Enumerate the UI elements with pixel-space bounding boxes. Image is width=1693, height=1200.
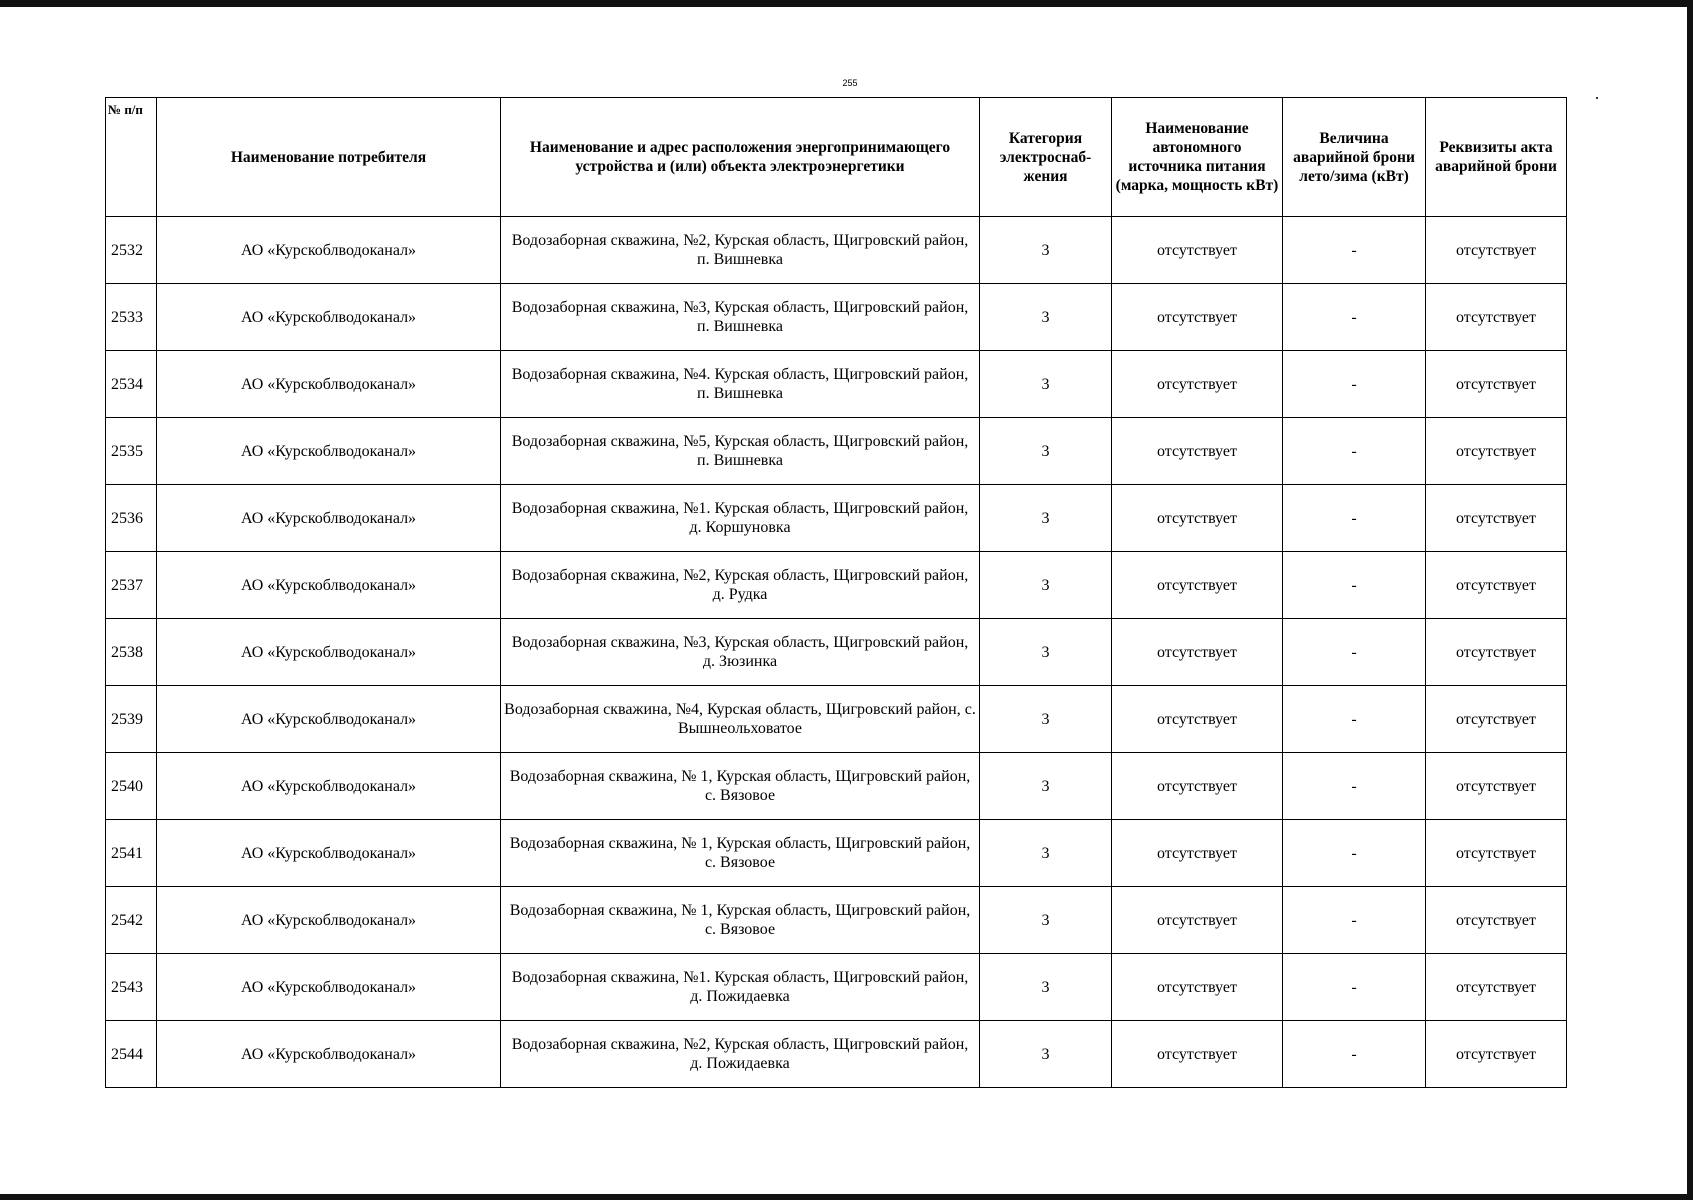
cell-consumer: АО «Курскоблводоканал» — [157, 820, 501, 887]
cell-number: 2534 — [106, 351, 157, 418]
cell-number: 2535 — [106, 418, 157, 485]
table-row — [106, 1021, 1567, 1088]
table-row — [106, 954, 1567, 1021]
cell-supply-category: 3 — [980, 753, 1112, 820]
cell-object-address: Водозаборная скважина, №1. Курская область, Щигровский район, д. Пожидаевка — [501, 954, 980, 1021]
cell-supply-category: 3 — [980, 284, 1112, 351]
cell-emergency-reserve: - — [1283, 552, 1426, 619]
cell-supply-category: 3 — [980, 954, 1112, 1021]
cell-supply-category: 3 — [980, 1021, 1112, 1088]
cell-consumer: АО «Курскоблводоканал» — [157, 217, 501, 284]
table-row — [106, 351, 1567, 418]
cell-act-details: отсутствует — [1426, 1021, 1567, 1088]
cell-object-address: Водозаборная скважина, №2, Курская область, Щигровский район, д. Рудка — [501, 552, 980, 619]
table-row — [106, 887, 1567, 954]
cell-number: 2540 — [106, 753, 157, 820]
cell-act-details: отсутствует — [1426, 686, 1567, 753]
cell-number: 2532 — [106, 217, 157, 284]
cell-object-address: Водозаборная скважина, №5, Курская область, Щигровский район, п. Вишневка — [501, 418, 980, 485]
header-emergency-reserve: Величина аварийной брони лето/зима (кВт) — [1283, 98, 1426, 217]
scan-speck — [1596, 97, 1598, 99]
cell-consumer: АО «Курскоблводоканал» — [157, 418, 501, 485]
cell-number: 2536 — [106, 485, 157, 552]
cell-object-address: Водозаборная скважина, №3, Курская область, Щигровский район, д. Зюзинка — [501, 619, 980, 686]
table-row — [106, 418, 1567, 485]
cell-consumer: АО «Курскоблводоканал» — [157, 485, 501, 552]
cell-consumer: АО «Курскоблводоканал» — [157, 284, 501, 351]
table-row — [106, 284, 1567, 351]
cell-object-address: Водозаборная скважина, №2, Курская область, Щигровский район, п. Вишневка — [501, 217, 980, 284]
header-number: № п/п — [106, 98, 157, 217]
cell-supply-category: 3 — [980, 619, 1112, 686]
cell-emergency-reserve: - — [1283, 686, 1426, 753]
cell-supply-category: 3 — [980, 485, 1112, 552]
cell-autonomous-source: отсутствует — [1112, 418, 1283, 485]
scan-border-right — [1687, 0, 1693, 1200]
cell-object-address: Водозаборная скважина, №4. Курская область, Щигровский район, п. Вишневка — [501, 351, 980, 418]
cell-act-details: отсутствует — [1426, 552, 1567, 619]
cell-object-address: Водозаборная скважина, № 1, Курская область, Щигровский район, с. Вязовое — [501, 753, 980, 820]
cell-number: 2542 — [106, 887, 157, 954]
cell-act-details: отсутствует — [1426, 485, 1567, 552]
cell-act-details: отсутствует — [1426, 217, 1567, 284]
cell-autonomous-source: отсутствует — [1112, 1021, 1283, 1088]
table-row — [106, 619, 1567, 686]
header-consumer: Наименование потребителя — [157, 98, 501, 217]
cell-autonomous-source: отсутствует — [1112, 217, 1283, 284]
header-row — [106, 98, 1567, 217]
table-row — [106, 552, 1567, 619]
table-row — [106, 485, 1567, 552]
cell-supply-category: 3 — [980, 820, 1112, 887]
scan-border-top — [0, 0, 1693, 7]
cell-number: 2539 — [106, 686, 157, 753]
cell-consumer: АО «Курскоблводоканал» — [157, 686, 501, 753]
cell-autonomous-source: отсутствует — [1112, 686, 1283, 753]
cell-object-address: Водозаборная скважина, №2, Курская область, Щигровский район, д. Пожидаевка — [501, 1021, 980, 1088]
cell-object-address: Водозаборная скважина, № 1, Курская область, Щигровский район, с. Вязовое — [501, 820, 980, 887]
cell-consumer: АО «Курскоблводоканал» — [157, 351, 501, 418]
cell-emergency-reserve: - — [1283, 418, 1426, 485]
cell-consumer: АО «Курскоблводоканал» — [157, 954, 501, 1021]
cell-consumer: АО «Курскоблводоканал» — [157, 753, 501, 820]
cell-autonomous-source: отсутствует — [1112, 820, 1283, 887]
cell-act-details: отсутствует — [1426, 284, 1567, 351]
cell-emergency-reserve: - — [1283, 1021, 1426, 1088]
cell-supply-category: 3 — [980, 887, 1112, 954]
cell-act-details: отсутствует — [1426, 418, 1567, 485]
cell-number: 2537 — [106, 552, 157, 619]
cell-act-details: отсутствует — [1426, 820, 1567, 887]
cell-emergency-reserve: - — [1283, 753, 1426, 820]
cell-number: 2544 — [106, 1021, 157, 1088]
cell-autonomous-source: отсутствует — [1112, 284, 1283, 351]
cell-act-details: отсутствует — [1426, 753, 1567, 820]
cell-act-details: отсутствует — [1426, 351, 1567, 418]
cell-autonomous-source: отсутствует — [1112, 485, 1283, 552]
cell-act-details: отсутствует — [1426, 954, 1567, 1021]
cell-supply-category: 3 — [980, 351, 1112, 418]
header-act-details: Реквизиты акта аварийной брони — [1426, 98, 1567, 217]
registry-table — [105, 97, 1567, 1088]
table-row — [106, 820, 1567, 887]
cell-object-address: Водозаборная скважина, №3, Курская область, Щигровский район, п. Вишневка — [501, 284, 980, 351]
cell-act-details: отсутствует — [1426, 619, 1567, 686]
cell-emergency-reserve: - — [1283, 485, 1426, 552]
cell-consumer: АО «Курскоблводоканал» — [157, 552, 501, 619]
cell-number: 2538 — [106, 619, 157, 686]
cell-emergency-reserve: - — [1283, 351, 1426, 418]
header-autonomous-source: Наименование автономного источника питания (марка, мощность кВт) — [1112, 98, 1283, 217]
cell-autonomous-source: отсутствует — [1112, 954, 1283, 1021]
table-body — [106, 217, 1567, 1088]
cell-number: 2543 — [106, 954, 157, 1021]
cell-object-address: Водозаборная скважина, №4, Курская область, Щигровский район, с. Вышнеольховатое — [501, 686, 980, 753]
cell-autonomous-source: отсутствует — [1112, 351, 1283, 418]
cell-autonomous-source: отсутствует — [1112, 753, 1283, 820]
cell-supply-category: 3 — [980, 418, 1112, 485]
cell-emergency-reserve: - — [1283, 887, 1426, 954]
cell-consumer: АО «Курскоблводоканал» — [157, 619, 501, 686]
cell-act-details: отсутствует — [1426, 887, 1567, 954]
header-object-address: Наименование и адрес расположения энергопринимающего устройства и (или) объекта электроэнергетики — [501, 98, 980, 217]
cell-autonomous-source: отсутствует — [1112, 552, 1283, 619]
cell-autonomous-source: отсутствует — [1112, 887, 1283, 954]
cell-supply-category: 3 — [980, 217, 1112, 284]
cell-emergency-reserve: - — [1283, 217, 1426, 284]
cell-object-address: Водозаборная скважина, № 1, Курская область, Щигровский район, с. Вязовое — [501, 887, 980, 954]
cell-number: 2533 — [106, 284, 157, 351]
cell-emergency-reserve: - — [1283, 619, 1426, 686]
table-row — [106, 217, 1567, 284]
cell-object-address: Водозаборная скважина, №1. Курская область, Щигровский район, д. Коршуновка — [501, 485, 980, 552]
cell-emergency-reserve: - — [1283, 954, 1426, 1021]
cell-emergency-reserve: - — [1283, 284, 1426, 351]
scan-border-bottom — [0, 1194, 1693, 1200]
cell-number: 2541 — [106, 820, 157, 887]
cell-consumer: АО «Курскоблводоканал» — [157, 887, 501, 954]
cell-emergency-reserve: - — [1283, 820, 1426, 887]
cell-supply-category: 3 — [980, 686, 1112, 753]
cell-autonomous-source: отсутствует — [1112, 619, 1283, 686]
table-row — [106, 686, 1567, 753]
table-row — [106, 753, 1567, 820]
table-header — [106, 98, 1567, 217]
cell-supply-category: 3 — [980, 552, 1112, 619]
cell-consumer: АО «Курскоблводоканал» — [157, 1021, 501, 1088]
page-number: 255 — [842, 78, 858, 88]
header-supply-category: Категория электроснаб-жения — [980, 98, 1112, 217]
